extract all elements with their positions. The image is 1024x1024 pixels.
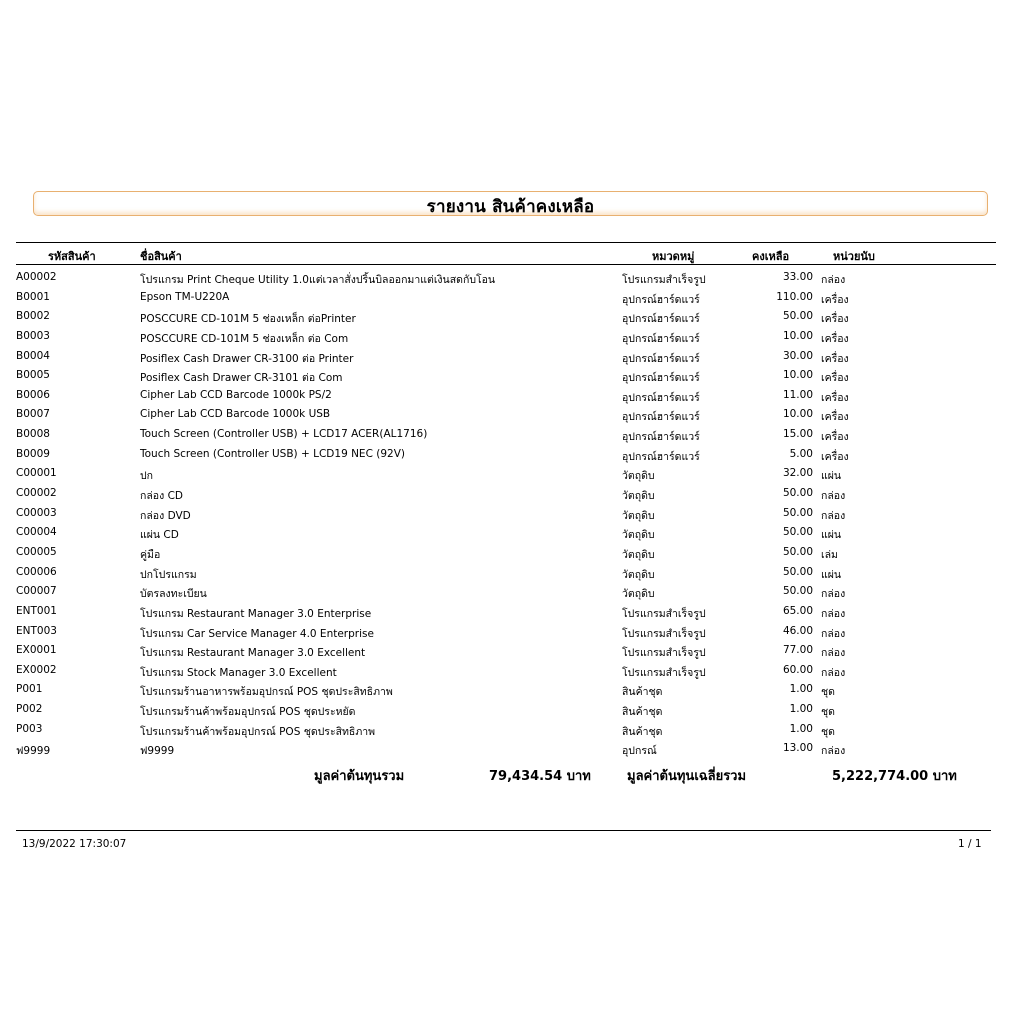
- cell-name: Epson TM-U220A: [140, 290, 230, 303]
- cell-unit: เครื่อง: [821, 431, 849, 444]
- cell-name: บัตรลงทะเบียน: [140, 588, 207, 601]
- cell-category: วัตถุดิบ: [622, 568, 655, 581]
- table-row: [0, 644, 1024, 664]
- table-row: [0, 683, 1024, 703]
- total-avg-cost-label: มูลค่าต้นทุนเฉลี่ยรวม: [627, 769, 747, 784]
- cell-unit: แผ่น: [821, 568, 842, 581]
- cell-unit: กล่อง: [821, 666, 846, 679]
- cell-code: EX0002: [16, 663, 57, 676]
- table-row: [0, 507, 1024, 527]
- cell-name: Posiflex Cash Drawer CR-3101 ต่อ Com: [140, 372, 343, 385]
- cell-category: โปรแกรมสำเร็จรูป: [622, 647, 706, 660]
- cell-remaining: 50.00: [782, 310, 813, 323]
- cell-unit: เครื่อง: [821, 411, 849, 424]
- table-row: [0, 487, 1024, 507]
- cell-remaining: 13.00: [782, 742, 813, 755]
- table-row: [0, 467, 1024, 487]
- cell-unit: เครื่อง: [821, 332, 849, 345]
- cell-code: EX0001: [16, 644, 57, 657]
- header-bottom-rule: [16, 264, 996, 265]
- cell-name: Posiflex Cash Drawer CR-3100 ต่อ Printer: [140, 352, 354, 365]
- cell-code: P002: [16, 703, 43, 716]
- table-row: [0, 526, 1024, 546]
- cell-category: วัตถุดิบ: [622, 588, 655, 601]
- cell-unit: กล่อง: [821, 509, 846, 522]
- cell-name: กล่อง CD: [140, 490, 183, 503]
- total-cost-value: 79,434.54 บาท: [489, 769, 591, 784]
- header-top-rule: [16, 242, 996, 243]
- report-title-box: [33, 191, 988, 216]
- cell-unit: กล่อง: [821, 490, 846, 503]
- cell-name: คู่มือ: [140, 548, 161, 561]
- table-row: [0, 291, 1024, 311]
- cell-remaining: 50.00: [782, 545, 813, 558]
- cell-unit: กล่อง: [821, 588, 846, 601]
- cell-category: วัตถุดิบ: [622, 490, 655, 503]
- cell-category: อุปกรณ์ฮาร์ดแวร์: [622, 293, 700, 306]
- cell-unit: กล่อง: [821, 745, 846, 758]
- cell-unit: ชุด: [821, 706, 835, 719]
- cell-unit: เครื่อง: [821, 352, 849, 365]
- cell-name: ปก: [140, 470, 154, 483]
- cell-unit: แผ่น: [821, 470, 842, 483]
- cell-remaining: 32.00: [782, 467, 813, 480]
- cell-category: วัตถุดิบ: [622, 509, 655, 522]
- cell-code: A00002: [16, 271, 57, 283]
- cell-remaining: 50.00: [782, 506, 813, 519]
- cell-category: วัตถุดิบ: [622, 548, 655, 561]
- cell-remaining: 50.00: [782, 526, 813, 539]
- cell-category: โปรแกรมสำเร็จรูป: [622, 627, 706, 640]
- table-row: [0, 310, 1024, 330]
- table-row: [0, 330, 1024, 350]
- table-row: [0, 605, 1024, 625]
- column-header-remaining: คงเหลือ: [752, 250, 790, 263]
- cell-category: อุปกรณ์ฮาร์ดแวร์: [622, 332, 700, 345]
- cell-code: ฟ9999: [16, 745, 51, 758]
- cell-name: โปรแกรม Car Service Manager 4.0 Enterprise: [140, 627, 374, 640]
- cell-unit: ชุด: [821, 686, 835, 699]
- cell-unit: เครื่อง: [821, 450, 849, 463]
- cell-remaining: 1.00: [789, 703, 813, 716]
- inventory-table-body: [0, 271, 1024, 762]
- table-row: [0, 625, 1024, 645]
- cell-category: อุปกรณ์ฮาร์ดแวร์: [622, 313, 700, 326]
- cell-code: P001: [16, 683, 43, 696]
- page-number: 1 / 1: [958, 838, 982, 850]
- cell-name: Touch Screen (Controller USB) + LCD17 ACER(AL1716): [140, 428, 428, 441]
- cell-name: Cipher Lab CCD Barcode 1000k PS/2: [140, 388, 332, 401]
- cell-remaining: 1.00: [789, 722, 813, 735]
- cell-remaining: 60.00: [782, 663, 813, 676]
- cell-code: C00003: [16, 506, 57, 519]
- cell-unit: ชุด: [821, 725, 835, 738]
- cell-category: สินค้าชุด: [622, 686, 663, 699]
- cell-name: โปรแกรมร้านค้าพร้อมอุปกรณ์ POS ชุดประหยัด: [140, 706, 356, 719]
- table-row: [0, 408, 1024, 428]
- cell-unit: แผ่น: [821, 529, 842, 542]
- cell-name: Cipher Lab CCD Barcode 1000k USB: [140, 408, 331, 421]
- table-row: [0, 428, 1024, 448]
- cell-name: กล่อง DVD: [140, 509, 191, 522]
- cell-code: B0005: [16, 369, 50, 382]
- column-header-unit: หน่วยนับ: [833, 250, 875, 263]
- cell-code: C00001: [16, 467, 57, 480]
- cell-remaining: 50.00: [782, 585, 813, 598]
- table-row: [0, 546, 1024, 566]
- cell-name: ปกโปรแกรม: [140, 568, 197, 581]
- cell-unit: เครื่อง: [821, 391, 849, 404]
- table-row: [0, 566, 1024, 586]
- cell-code: C00002: [16, 487, 57, 500]
- cell-code: B0007: [16, 408, 50, 421]
- cell-unit: เครื่อง: [821, 293, 849, 306]
- cell-remaining: 11.00: [782, 388, 813, 401]
- cell-category: โปรแกรมสำเร็จรูป: [622, 274, 706, 286]
- cell-remaining: 10.00: [782, 329, 813, 342]
- cell-category: โปรแกรมสำเร็จรูป: [622, 607, 706, 620]
- cell-unit: เครื่อง: [821, 313, 849, 326]
- cell-code: C00004: [16, 526, 57, 539]
- cell-remaining: 33.00: [782, 271, 813, 283]
- cell-category: อุปกรณ์ฮาร์ดแวร์: [622, 450, 700, 463]
- cell-category: อุปกรณ์ฮาร์ดแวร์: [622, 411, 700, 424]
- cell-name: โปรแกรม Restaurant Manager 3.0 Enterprise: [140, 607, 372, 620]
- print-datetime: 13/9/2022 17:30:07: [22, 838, 127, 850]
- cell-remaining: 50.00: [782, 487, 813, 500]
- cell-category: อุปกรณ์ฮาร์ดแวร์: [622, 431, 700, 444]
- column-header-category: หมวดหมู่: [652, 250, 695, 263]
- cell-code: B0006: [16, 388, 50, 401]
- report-title: รายงาน สินค้าคงเหลือ: [426, 197, 595, 217]
- cell-code: B0002: [16, 310, 50, 323]
- cell-name: โปรแกรมร้านอาหารพร้อมอุปกรณ์ POS ชุดประสิทธิภาพ: [140, 686, 393, 699]
- table-row: [0, 369, 1024, 389]
- cell-name: POSCCURE CD-101M 5 ช่องเหล็ก ต่อPrinter: [140, 313, 356, 326]
- cell-remaining: 65.00: [782, 604, 813, 617]
- cell-remaining: 10.00: [782, 408, 813, 421]
- cell-name: โปรแกรมร้านค้าพร้อมอุปกรณ์ POS ชุดประสิทธิภาพ: [140, 725, 376, 738]
- cell-name: POSCCURE CD-101M 5 ช่องเหล็ก ต่อ Com: [140, 332, 349, 345]
- total-cost-label: มูลค่าต้นทุนรวม: [314, 769, 405, 784]
- cell-category: อุปกรณ์ฮาร์ดแวร์: [622, 352, 700, 365]
- cell-category: วัตถุดิบ: [622, 529, 655, 542]
- cell-code: C00007: [16, 585, 57, 598]
- cell-unit: กล่อง: [821, 274, 846, 286]
- footer-rule: [16, 830, 991, 831]
- cell-category: อุปกรณ์: [622, 745, 657, 758]
- cell-code: B0008: [16, 428, 50, 441]
- cell-name: โปรแกรม Print Cheque Utility 1.0แต่เวลาสั่งปริ้นบิลออกมาแต่เงินสดกับโอน: [140, 274, 496, 286]
- cell-name: Touch Screen (Controller USB) + LCD19 NEC (92V): [140, 447, 405, 460]
- cell-category: สินค้าชุด: [622, 725, 663, 738]
- cell-unit: เล่ม: [821, 548, 838, 561]
- table-row: [0, 389, 1024, 409]
- cell-name: โปรแกรม Stock Manager 3.0 Excellent: [140, 666, 337, 679]
- cell-category: โปรแกรมสำเร็จรูป: [622, 666, 706, 679]
- table-row: [0, 448, 1024, 468]
- cell-category: อุปกรณ์ฮาร์ดแวร์: [622, 372, 700, 385]
- cell-remaining: 5.00: [789, 447, 813, 460]
- cell-category: สินค้าชุด: [622, 706, 663, 719]
- cell-code: P003: [16, 722, 43, 735]
- cell-unit: เครื่อง: [821, 372, 849, 385]
- table-row: [0, 350, 1024, 370]
- cell-remaining: 77.00: [782, 644, 813, 657]
- cell-name: แผ่น CD: [140, 529, 179, 542]
- column-header-code: รหัสสินค้า: [48, 250, 96, 263]
- table-row: [0, 271, 1024, 291]
- cell-unit: กล่อง: [821, 647, 846, 660]
- table-row: [0, 585, 1024, 605]
- cell-remaining: 30.00: [782, 349, 813, 362]
- table-row: [0, 723, 1024, 743]
- cell-remaining: 1.00: [789, 683, 813, 696]
- cell-unit: กล่อง: [821, 607, 846, 620]
- cell-remaining: 10.00: [782, 369, 813, 382]
- cell-code: C00005: [16, 545, 57, 558]
- table-row: [0, 664, 1024, 684]
- table-row: [0, 742, 1024, 762]
- column-header-name: ชื่อสินค้า: [140, 250, 182, 263]
- cell-code: ENT001: [16, 604, 57, 617]
- cell-remaining: 110.00: [776, 290, 813, 303]
- cell-name: โปรแกรม Restaurant Manager 3.0 Excellent: [140, 647, 366, 660]
- table-row: [0, 703, 1024, 723]
- cell-remaining: 15.00: [782, 428, 813, 441]
- cell-code: B0009: [16, 447, 50, 460]
- cell-category: อุปกรณ์ฮาร์ดแวร์: [622, 391, 700, 404]
- cell-code: B0001: [16, 290, 50, 303]
- cell-code: C00006: [16, 565, 57, 578]
- total-avg-cost-value: 5,222,774.00 บาท: [832, 769, 957, 784]
- cell-category: วัตถุดิบ: [622, 470, 655, 483]
- cell-name: ฟ9999: [140, 745, 175, 758]
- cell-remaining: 50.00: [782, 565, 813, 578]
- cell-remaining: 46.00: [782, 624, 813, 637]
- cell-code: ENT003: [16, 624, 57, 637]
- cell-unit: กล่อง: [821, 627, 846, 640]
- cell-code: B0003: [16, 329, 50, 342]
- cell-code: B0004: [16, 349, 50, 362]
